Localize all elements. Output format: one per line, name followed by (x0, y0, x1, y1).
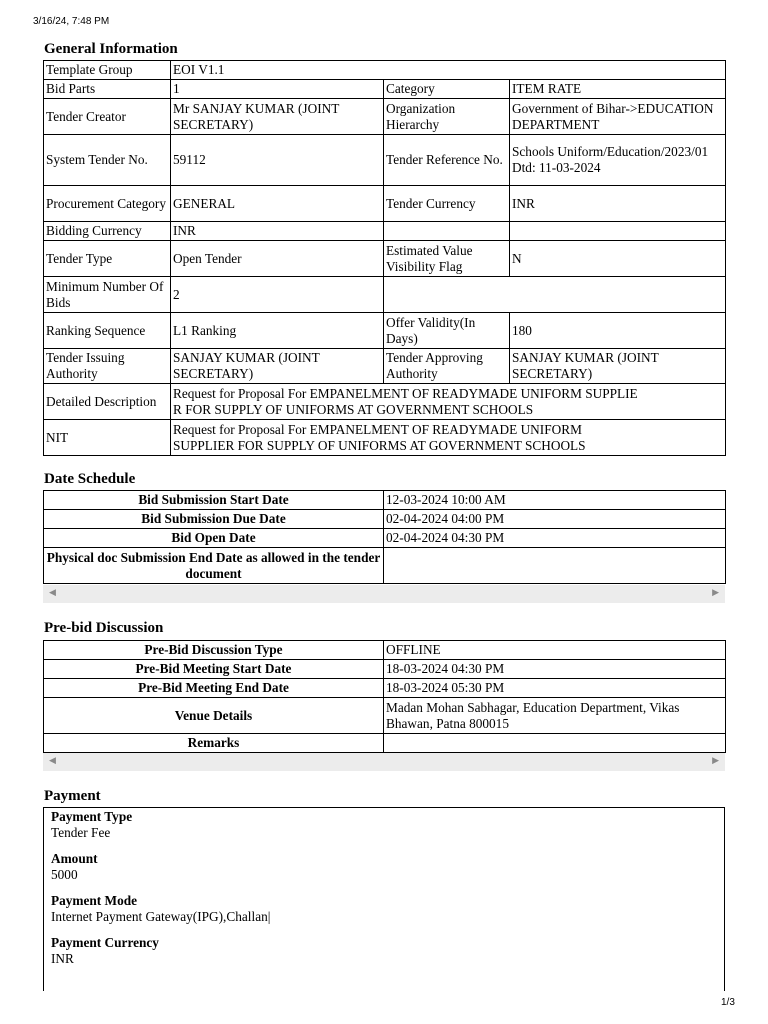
prebid-end-value: 18-03-2024 05:30 PM (384, 679, 726, 698)
bidding-currency-value: INR (171, 222, 384, 241)
bid-submission-start-value: 12-03-2024 10:00 AM (384, 491, 726, 510)
tender-currency-value: INR (510, 186, 726, 222)
ranking-sequence-label: Ranking Sequence (44, 313, 171, 349)
procurement-category-value: GENERAL (171, 186, 384, 222)
tender-type-value: Open Tender (171, 241, 384, 277)
bid-parts-label: Bid Parts (44, 80, 171, 99)
bid-submission-start-label: Bid Submission Start Date (44, 491, 384, 510)
prebid-start-label: Pre-Bid Meeting Start Date (44, 660, 384, 679)
nit-line: Request for Proposal For EMPANELMENT OF READYMADE UNIFORM (173, 421, 582, 437)
prebid-end-label: Pre-Bid Meeting End Date (44, 679, 384, 698)
org-hierarchy-value: Government of Bihar->EDUCATION DEPARTMENT (510, 99, 726, 135)
venue-details-label: Venue Details (44, 698, 384, 734)
offer-validity-value: 180 (510, 313, 726, 349)
prebid-scrollbar[interactable] (43, 753, 725, 771)
venue-details-value: Madan Mohan Sabhagar, Education Department, Vikas Bhawan, Patna 800015 (384, 698, 726, 734)
scroll-left-arrow-icon[interactable]: ◀ (49, 588, 56, 598)
nit-value (171, 420, 726, 456)
bid-open-date-value: 02-04-2024 04:30 PM (384, 529, 726, 548)
payment-box (43, 807, 725, 991)
bid-submission-due-value: 02-04-2024 04:00 PM (384, 510, 726, 529)
scroll-right-arrow-icon[interactable]: ▶ (712, 588, 719, 598)
remarks-value (384, 734, 726, 753)
bid-submission-due-label: Bid Submission Due Date (44, 510, 384, 529)
detailed-description-value (171, 384, 726, 420)
empty-cell (384, 222, 510, 241)
detailed-description-line: R FOR SUPPLY OF UNIFORMS AT GOVERNMENT SCHOOLS (173, 401, 534, 417)
empty-cell (384, 277, 726, 313)
template-group-value: EOI V1.1 (171, 61, 726, 80)
system-tender-label: System Tender No. (44, 135, 171, 186)
payment-type-value: Tender Fee (51, 825, 111, 840)
scroll-left-arrow-icon[interactable]: ◀ (49, 756, 56, 766)
tender-creator-value: Mr SANJAY KUMAR (JOINT SECRETARY) (171, 99, 384, 135)
empty-cell (510, 222, 726, 241)
offer-validity-label: Offer Validity(In Days) (384, 313, 510, 349)
scroll-right-arrow-icon[interactable]: ▶ (712, 756, 719, 766)
remarks-label: Remarks (44, 734, 384, 753)
estimated-value-flag-value: N (510, 241, 726, 277)
date-schedule-table (43, 490, 726, 584)
general-information-table (43, 60, 726, 456)
amount-value: 5000 (51, 867, 78, 882)
payment-heading: Payment (44, 788, 101, 804)
payment-mode-label: Payment Mode (51, 893, 138, 908)
system-tender-value: 59112 (171, 135, 384, 186)
tender-approving-authority-label: Tender Approving Authority (384, 349, 510, 384)
detailed-description-line: Request for Proposal For EMPANELMENT OF READYMADE UNIFORM SUPPLIE (173, 385, 638, 401)
payment-type-block (51, 809, 132, 841)
print-timestamp: 3/16/24, 7:48 PM (33, 16, 110, 27)
tender-issuing-authority-label: Tender Issuing Authority (44, 349, 171, 384)
nit-line: SUPPLIER FOR SUPPLY OF UNIFORMS AT GOVERNMENT SCHOOLS (173, 437, 586, 453)
amount-block (51, 851, 98, 883)
page-number: 1/3 (721, 997, 735, 1008)
physical-doc-end-date-label: Physical doc Submission End Date as allowed in the tender document (44, 548, 384, 584)
bid-open-date-label: Bid Open Date (44, 529, 384, 548)
prebid-discussion-heading: Pre-bid Discussion (44, 620, 164, 636)
payment-currency-block (51, 935, 159, 967)
tender-reference-value: Schools Uniform/Education/2023/01 Dtd: 11-03-2024 (510, 135, 726, 186)
procurement-category-label: Procurement Category (44, 186, 171, 222)
payment-currency-label: Payment Currency (51, 935, 159, 950)
date-schedule-scrollbar[interactable] (43, 585, 725, 603)
tender-currency-label: Tender Currency (384, 186, 510, 222)
tender-creator-label: Tender Creator (44, 99, 171, 135)
prebid-type-value: OFFLINE (384, 641, 726, 660)
payment-mode-block (51, 893, 270, 925)
prebid-start-value: 18-03-2024 04:30 PM (384, 660, 726, 679)
tender-approving-authority-value: SANJAY KUMAR (JOINT SECRETARY) (510, 349, 726, 384)
minimum-bids-label: Minimum Number Of Bids (44, 277, 171, 313)
amount-label: Amount (51, 851, 98, 866)
nit-label: NIT (44, 420, 171, 456)
payment-type-label: Payment Type (51, 809, 133, 824)
detailed-description-label: Detailed Description (44, 384, 171, 420)
tender-reference-label: Tender Reference No. (384, 135, 510, 186)
template-group-label: Template Group (44, 61, 171, 80)
estimated-value-flag-label: Estimated Value Visibility Flag (384, 241, 510, 277)
date-schedule-heading: Date Schedule (44, 471, 136, 487)
bidding-currency-label: Bidding Currency (44, 222, 171, 241)
tender-issuing-authority-value: SANJAY KUMAR (JOINT SECRETARY) (171, 349, 384, 384)
physical-doc-end-date-value (384, 548, 726, 584)
tender-type-label: Tender Type (44, 241, 171, 277)
minimum-bids-value: 2 (171, 277, 384, 313)
prebid-type-label: Pre-Bid Discussion Type (44, 641, 384, 660)
category-value: ITEM RATE (510, 80, 726, 99)
prebid-discussion-table (43, 640, 726, 753)
org-hierarchy-label: Organization Hierarchy (384, 99, 510, 135)
ranking-sequence-value: L1 Ranking (171, 313, 384, 349)
general-information-heading: General Information (44, 41, 178, 57)
payment-currency-value: INR (51, 951, 74, 966)
bid-parts-value: 1 (171, 80, 384, 99)
category-label: Category (384, 80, 510, 99)
payment-mode-value: Internet Payment Gateway(IPG),Challan| (51, 909, 271, 924)
